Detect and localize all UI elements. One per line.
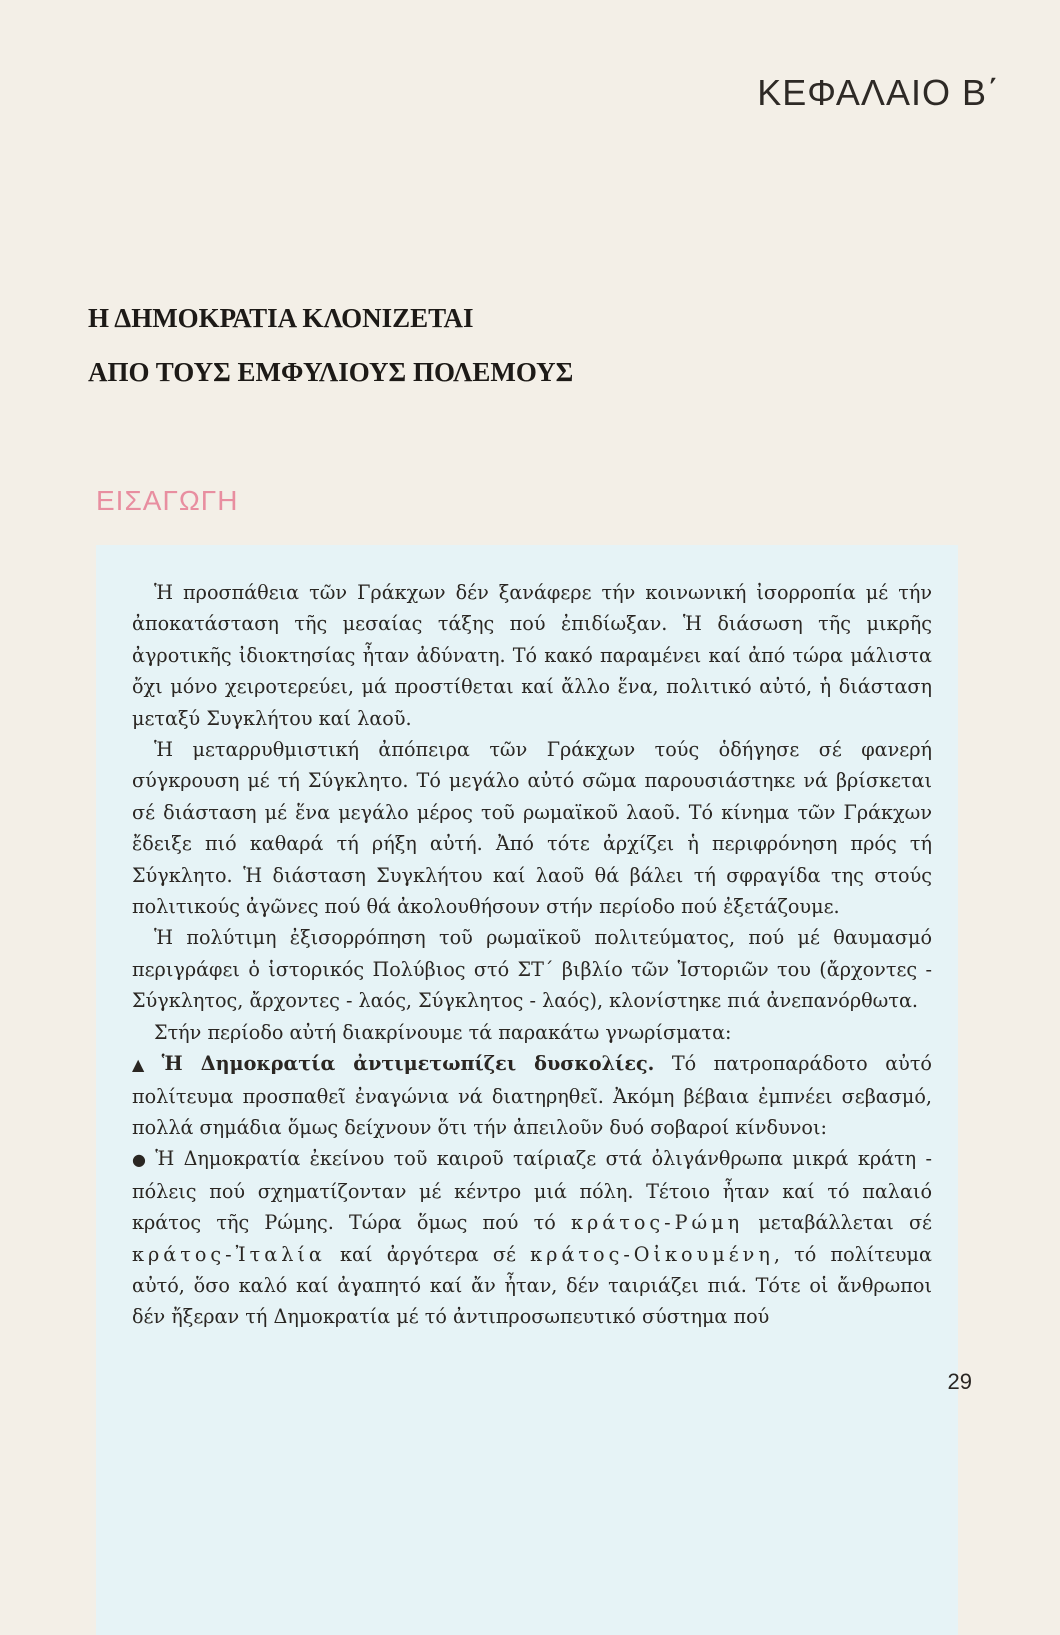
paragraph-bullet-point [132, 1143, 932, 1332]
circle-bullet-icon: ● [132, 1150, 150, 1170]
paragraph: Στήν περίοδο αὐτή διακρίνουμε τά παρακάτω γνωρίσματα: [154, 1020, 732, 1044]
bullet-text: καί ἀργότερα σέ [325, 1242, 531, 1266]
page-number: 29 [947, 1369, 972, 1394]
paragraph: Ἡ πολύτιμη ἐξισορρόπηση τοῦ ρωμαϊκοῦ πολιτεύματος, πού μέ θαυμασμό περιγράφει ὁ ἱστορικός Πολύβιος στό ΣΤ΄ βιβλίο τῶν Ἱστοριῶν του (ἄρχοντες - Σύγκλητος, ἄρχοντες - λαός, Σύγκλητος - λαός), κλονίστηκε πιά ἀνεπανόρθωτα. [132, 926, 932, 1013]
spaced-term: κράτος-Ἰταλία [132, 1242, 326, 1266]
key-point-lead: Ἡ Δημοκρατία ἀντιμετωπίζει δυσκολίες. [161, 1052, 655, 1076]
spaced-term: κράτος-Ρώμη [570, 1211, 744, 1235]
bullet-text: Ἡ Δημοκρατία ἐκείνου τοῦ καιροῦ ταίριαζε στά ὀλιγάνθρωπα μικρά κράτη - πόλεις πού σχηματίζονταν μέ κέντρο μιά πόλη. Τέτοιο ἦταν καί τό παλαιό κράτος τῆς Ρώμης. Τώρα ὅμως πού τό [132, 1147, 932, 1235]
paragraph: Ἡ προσπάθεια τῶν Γράκχων δέν ξανάφερε τήν κοινωνική ἰσορροπία μέ τήν ἀποκατάσταση τῆς μεσαίας τάξης πού ἐπιδίωξαν. Ἡ διάσωση τῆς μικρῆς ἀγροτικῆς ἰδιοκτησίας ἦταν ἀδύνατη. Τό κακό παραμένει καί ἀπό τώρα μάλιστα ὄχι μόνο χειροτερεύει, μά προστίθεται καί ἄλλο ἕνα, πολιτικό αὐτό, ἡ διάσταση μεταξύ Συγκλήτου καί λαοῦ. [132, 581, 932, 730]
paragraph: Ἡ μεταρρυθμιστική ἀπόπειρα τῶν Γράκχων τούς ὁδήγησε σέ φανερή σύγκρουση μέ τή Σύγκλητο. Τό μεγάλο αὐτό σῶμα παρουσιάστηκε νά βρίσκεται σέ διάσταση μέ ἕνα μεγάλο μέρος τοῦ ρωμαϊκοῦ λαοῦ. Τό κίνημα τῶν Γράκχων ἔδειξε πιό καθαρά τή ρήξη αὐτή. Ἀπό τότε ἀρχίζει ἡ περιφρόνηση πρός τή Σύγκλητο. Ἡ διάσταση Συγκλήτου καί λαοῦ θά βάλει τή σφραγίδα της στούς πολιτικούς ἀγῶνες πού θά ἀκολουθήσουν στήν περίοδο πού ἐξετάζουμε. [132, 738, 932, 919]
chapter-title-line-2: ΑΠΟ ΤΟΥΣ ΕΜΦΥΛΙΟΥΣ ΠΟΛΕΜΟΥΣ [88, 357, 574, 387]
bullet-text: , τό πολίτευμα αὐτό, ὅσο καλό καί ἀγαπητό καί ἄν ἦταν, δέν ταιριάζει πιά. Τότε οἱ ἄνθρωποι δέν ἤξεραν τή Δημοκρατία μέ τό ἀντιπροσωπευτικό σύστημα πού [132, 1242, 932, 1329]
paragraph-key-point [132, 1048, 932, 1143]
bullet-text: μεταβάλλεται σέ [743, 1211, 932, 1235]
body-text [132, 577, 932, 1333]
triangle-bullet-icon: ▲ [132, 1055, 156, 1075]
chapter-heading: ΚΕΦΑΛΑΙΟ Β΄ [757, 72, 1000, 113]
spaced-term: κράτος-Οἰκουμένη [530, 1242, 774, 1266]
chapter-title-line-1: Η ΔΗΜΟΚΡΑΤΙΑ ΚΛΟΝΙΖΕΤΑΙ [88, 303, 474, 333]
key-point-text: Τό πατροπαράδοτο αὐτό πολίτευμα προσπαθεῖ ἐναγώνια νά διατηρηθεῖ. Ἀκόμη βέβαια ἐμπνέει σεβασμό, πολλά σημάδια ὅμως δείχνουν ὅτι τήν ἀπειλοῦν δυό σοβαροί κίνδυνοι: [132, 1052, 932, 1139]
section-heading: ΕΙΣΑΓΩΓΗ [96, 485, 239, 516]
